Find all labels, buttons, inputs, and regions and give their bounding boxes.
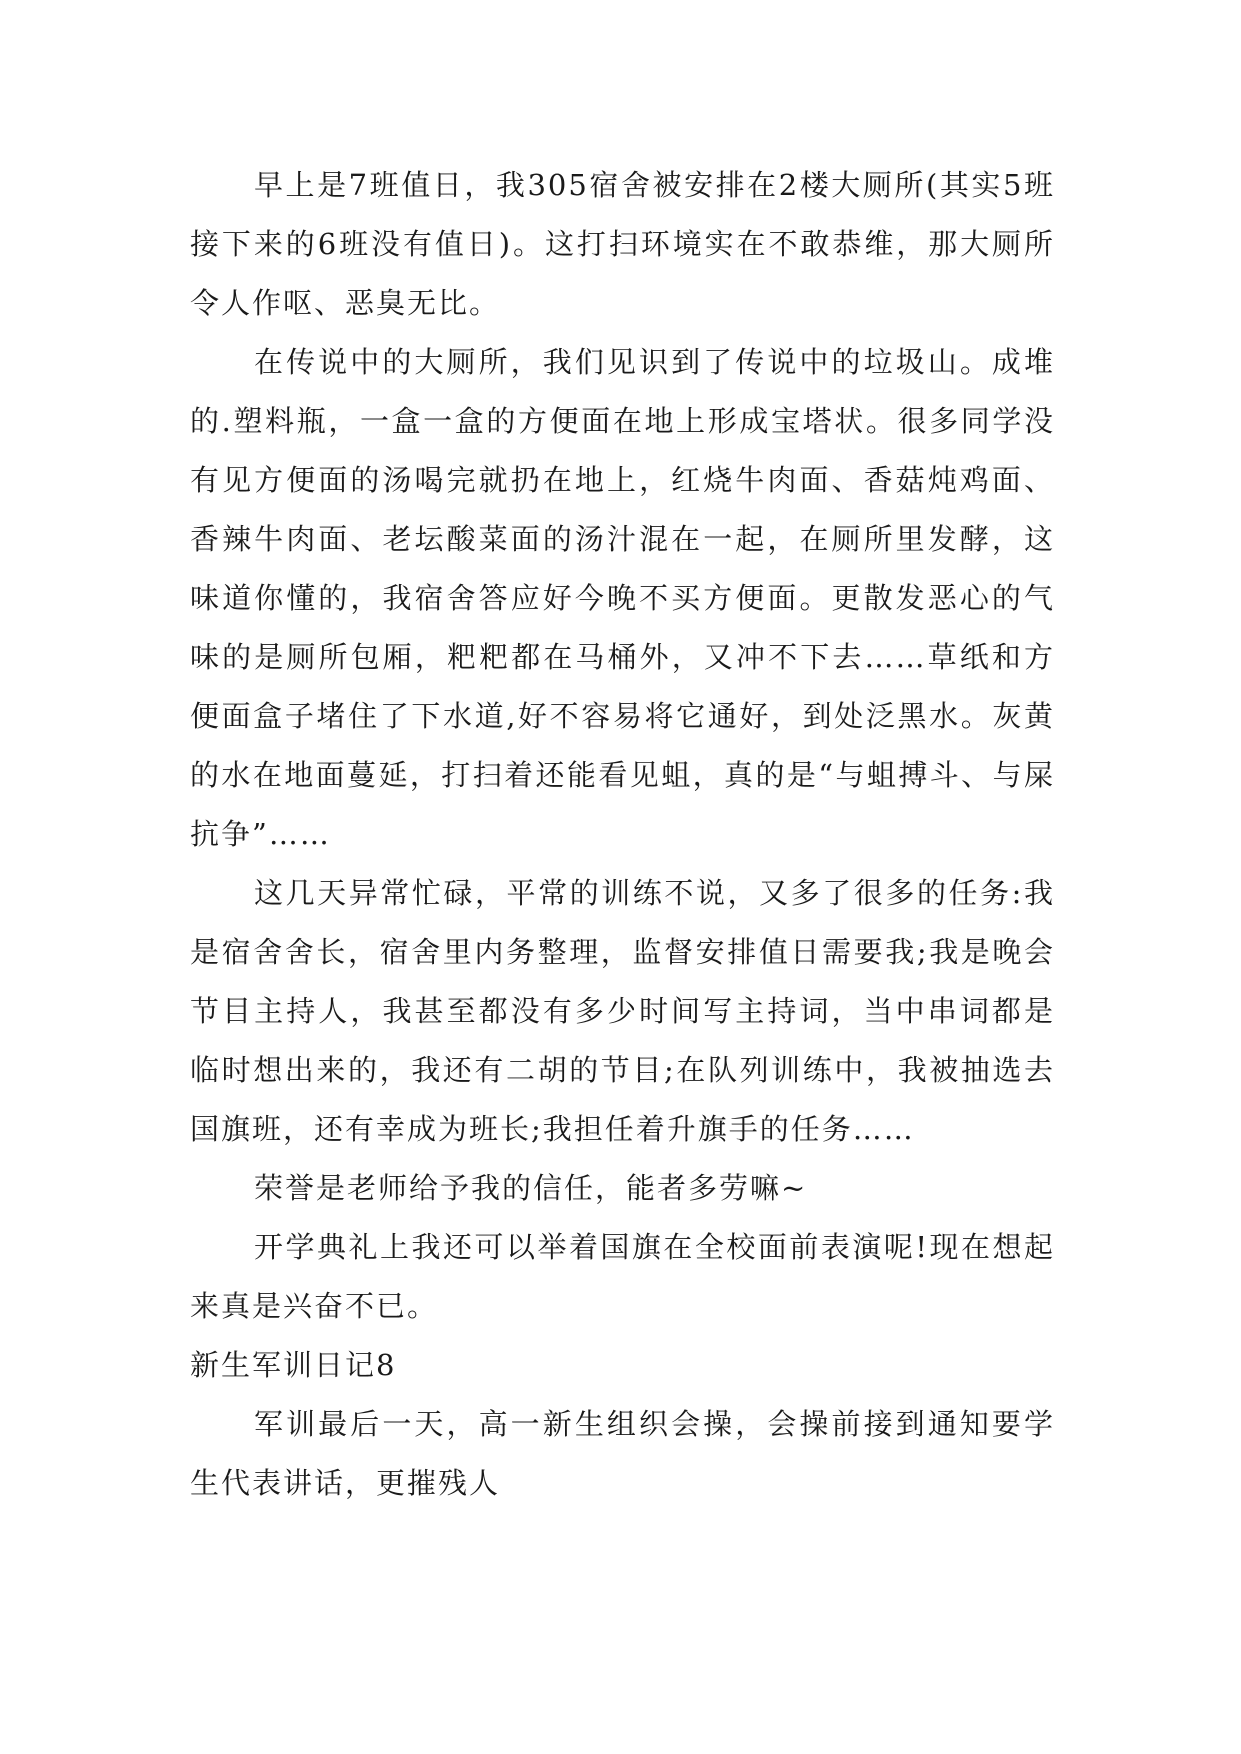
paragraph-duty: 早上是7班值日，我305宿舍被安排在2楼大厕所(其实5班接下来的6班没有值日)。这打扫环境实在不敢恭维，那大厕所令人作呕、恶臭无比。 [190,168,1055,320]
paragraph-ceremony: 开学典礼上我还可以举着国旗在全校面前表演呢!现在想起来真是兴奋不已。 [190,1230,1055,1323]
paragraph-toilet: 在传说中的大厕所，我们见识到了传说中的垃圾山。成堆的.塑料瓶，一盒一盒的方便面在地上形成宝塔状。很多同学没有见方便面的汤喝完就扔在地上，红烧牛肉面、香菇炖鸡面、香辣牛肉面、老坛酸菜面的汤汁混在一起，在厕所里发酵，这味道你懂的，我宿舍答应好今晚不买方便面。更散发恶心的气味的是厕所包厢，粑粑都在马桶外，又冲不下去……草纸和方便面盒子堵住了下水道,好不容易将它通好，到处泛黑水。灰黄的水在地面蔓延，打扫着还能看见蛆，真的是“与蛆搏斗、与屎抗争”…… [190,345,1055,851]
paragraph-busy: 这几天异常忙碌，平常的训练不说，又多了很多的任务:我是宿舍舍长，宿舍里内务整理，监督安排值日需要我;我是晚会节目主持人，我甚至都没有多少时间写主持词，当中串词都是临时想出来的，我还有二胡的节目;在队列训练中，我被抽选去国旗班，还有幸成为班长;我担任着升旗手的任务…… [190,876,1055,1146]
paragraph-last-day: 军训最后一天，高一新生组织会操，会操前接到通知要学生代表讲话，更摧残人 [190,1407,1055,1500]
document-body [190,156,1055,1513]
section-heading: 新生军训日记8 [190,1348,397,1382]
paragraph-honor: 荣誉是老师给予我的信任，能者多劳嘛~ [254,1171,808,1205]
